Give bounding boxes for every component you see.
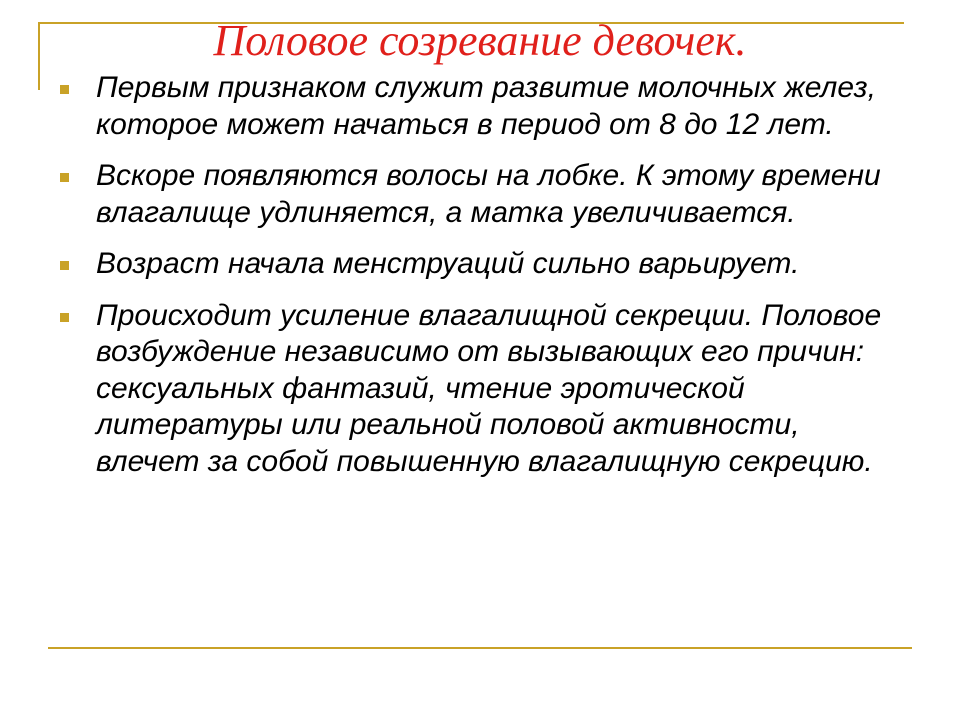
bullet-item (58, 158, 898, 231)
footer-divider-line (48, 647, 912, 649)
bullet-text: Происходит усиление влагалищной секреции. Половое возбуждение независимо от вызывающих его причин: сексуальных фантазий, чтение эротической литературы или реальной половой активности, влечет за собой повышенную влагалищную секрецию. (96, 298, 882, 478)
bullet-list (58, 70, 898, 495)
bullet-text: Первым признаком служит развитие молочных желез, которое может начаться в период от 8 до 12 лет. (96, 71, 876, 141)
square-bullet-icon (60, 313, 69, 322)
bullet-item (58, 298, 898, 481)
slide-title: Половое созревание девочек. (213, 16, 747, 65)
square-bullet-icon (60, 261, 69, 270)
square-bullet-icon (60, 173, 69, 182)
square-bullet-icon (60, 85, 69, 94)
bullet-text: Вскоре появляются волосы на лобке. К этому времени влагалище удлиняется, а матка увеличивается. (96, 159, 881, 229)
bullet-item (58, 70, 898, 143)
bullet-text: Возраст начала менструаций сильно варьирует. (96, 247, 800, 280)
bullet-item (58, 246, 898, 283)
